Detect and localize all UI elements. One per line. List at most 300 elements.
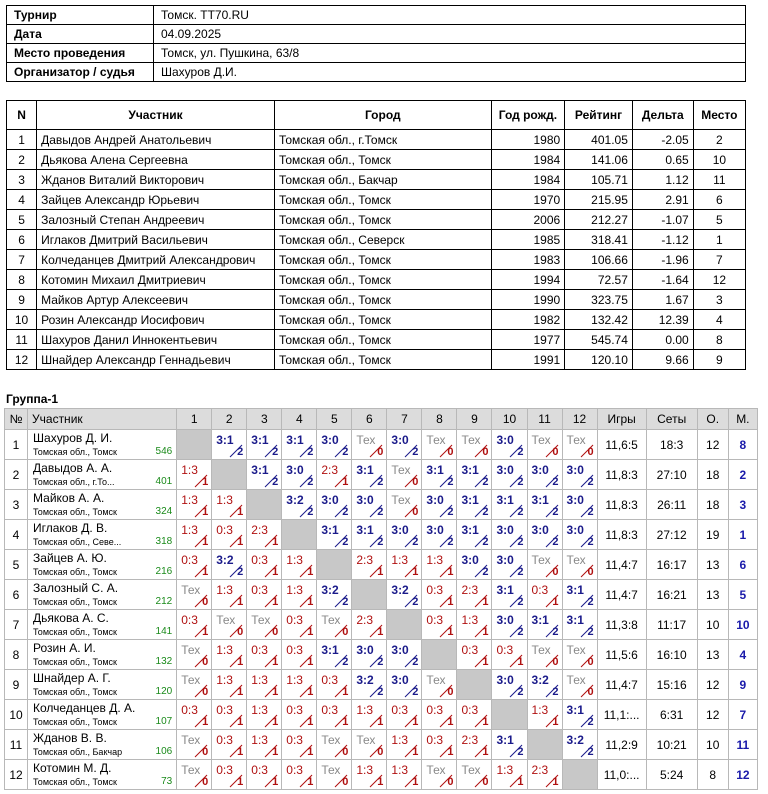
grid-player: [28, 580, 177, 610]
match-cell[interactable]: [527, 670, 562, 700]
match-cell[interactable]: [212, 670, 247, 700]
match-cell[interactable]: [492, 550, 527, 580]
grid-player: [28, 730, 177, 760]
grid-player-name: Колчеданцев Д. А.: [33, 701, 136, 715]
grid-sets: 5:24: [646, 760, 697, 790]
match-cell[interactable]: [317, 610, 352, 640]
match-points: 2: [517, 476, 524, 488]
match-score: 0:3: [391, 703, 409, 717]
grid-sets: 27:12: [646, 520, 697, 550]
match-cell[interactable]: [352, 640, 387, 670]
match-cell[interactable]: [317, 670, 352, 700]
match-points: 1: [202, 536, 209, 548]
match-cell[interactable]: [492, 490, 527, 520]
match-cell[interactable]: [177, 490, 212, 520]
match-cell[interactable]: [212, 760, 247, 790]
player-cell: Залозный Степан Андреевич: [37, 210, 275, 230]
match-points: 2: [237, 566, 244, 578]
match-points: 1: [377, 716, 384, 728]
match-score: Тех: [531, 433, 551, 447]
match-points: 2: [377, 506, 384, 518]
player-row: [7, 270, 746, 290]
match-score: Тех: [356, 433, 376, 447]
match-score: 3:1: [251, 433, 269, 447]
match-cell[interactable]: [527, 550, 562, 580]
match-points: 2: [587, 536, 594, 548]
match-cell[interactable]: [387, 640, 422, 670]
match-points: 2: [447, 476, 454, 488]
match-score: 2:3: [461, 583, 479, 597]
match-score: Тех: [321, 613, 341, 627]
match-cell[interactable]: [177, 730, 212, 760]
player-cell: 4: [7, 190, 37, 210]
match-cell[interactable]: [247, 430, 282, 460]
match-cell[interactable]: [492, 760, 527, 790]
grid-player-city: Томская обл., Томск: [33, 447, 117, 457]
match-cell[interactable]: [212, 610, 247, 640]
match-cell[interactable]: [422, 610, 457, 640]
match-cell[interactable]: [422, 700, 457, 730]
match-cell[interactable]: [247, 520, 282, 550]
grid-row: [5, 580, 758, 610]
match-cell[interactable]: [387, 700, 422, 730]
match-cell[interactable]: [527, 430, 562, 460]
match-points: 0: [587, 656, 594, 668]
grid-games: 11,0:...: [597, 760, 646, 790]
player-cell: 3: [693, 290, 745, 310]
grid-points: 12: [697, 700, 728, 730]
match-cell[interactable]: [457, 700, 492, 730]
match-points: 1: [447, 626, 454, 638]
match-score: 0:3: [251, 553, 268, 567]
match-cell[interactable]: [177, 640, 212, 670]
match-cell[interactable]: [282, 700, 317, 730]
match-cell[interactable]: [492, 460, 527, 490]
player-cell: Томская обл., Томск: [274, 350, 491, 370]
match-cell[interactable]: [212, 550, 247, 580]
match-cell[interactable]: [387, 460, 422, 490]
match-cell[interactable]: [177, 550, 212, 580]
player-cell: 0.00: [632, 330, 693, 350]
match-cell[interactable]: [492, 430, 527, 460]
match-points: 1: [342, 716, 349, 728]
player-cell: 12: [693, 270, 745, 290]
grid-player-city: Томская обл., Томск: [33, 687, 117, 697]
match-score: 2:3: [251, 523, 268, 537]
player-cell: 2: [7, 150, 37, 170]
match-cell[interactable]: [387, 580, 422, 610]
match-score: Тех: [461, 433, 481, 447]
player-cell: 1: [693, 230, 745, 250]
match-cell[interactable]: [317, 700, 352, 730]
match-cell[interactable]: [492, 520, 527, 550]
match-score: 1:3: [181, 523, 198, 537]
match-cell[interactable]: [177, 580, 212, 610]
match-cell[interactable]: [562, 730, 597, 760]
match-cell[interactable]: [492, 580, 527, 610]
player-cell: 105.71: [565, 170, 633, 190]
match-cell[interactable]: [387, 520, 422, 550]
info-value: Шахуров Д.И.: [154, 63, 746, 82]
match-cell[interactable]: [317, 760, 352, 790]
match-score: 3:0: [321, 433, 339, 447]
match-cell[interactable]: [352, 520, 387, 550]
self-match-cell: [282, 520, 317, 550]
match-cell[interactable]: [562, 700, 597, 730]
match-cell[interactable]: [527, 700, 562, 730]
match-points: 2: [482, 566, 489, 578]
match-cell[interactable]: [317, 520, 352, 550]
match-cell[interactable]: [282, 610, 317, 640]
match-score: 3:1: [321, 643, 339, 657]
match-points: 1: [377, 626, 384, 638]
match-cell[interactable]: [387, 490, 422, 520]
match-cell[interactable]: [317, 460, 352, 490]
grid-games: 11,3:8: [597, 610, 646, 640]
match-score: 3:0: [496, 673, 514, 687]
match-score: 0:3: [426, 733, 444, 747]
match-cell[interactable]: [212, 490, 247, 520]
grid-sets: 16:10: [646, 640, 697, 670]
match-cell[interactable]: [282, 670, 317, 700]
match-score: 3:0: [566, 463, 584, 477]
match-points: 1: [307, 686, 314, 698]
self-match-cell: [247, 490, 282, 520]
match-score: 3:0: [566, 493, 584, 507]
match-cell[interactable]: [492, 610, 527, 640]
self-match-cell: [492, 700, 527, 730]
match-score: 3:2: [286, 493, 304, 507]
grid-place: 10: [728, 610, 757, 640]
match-cell[interactable]: [247, 730, 282, 760]
match-cell[interactable]: [457, 550, 492, 580]
match-cell[interactable]: [212, 580, 247, 610]
match-points: 2: [272, 446, 279, 458]
match-cell[interactable]: [562, 520, 597, 550]
grid-header: Сеты: [646, 409, 697, 430]
match-score: 0:3: [251, 583, 268, 597]
match-score: 3:0: [426, 523, 444, 537]
match-points: 1: [482, 716, 489, 728]
match-cell[interactable]: [282, 460, 317, 490]
match-cell[interactable]: [317, 580, 352, 610]
match-cell[interactable]: [422, 670, 457, 700]
match-cell[interactable]: [562, 490, 597, 520]
grid-row: [5, 670, 758, 700]
player-cell: 7: [693, 250, 745, 270]
grid-player-name: Жданов В. В.: [33, 731, 107, 745]
match-cell[interactable]: [247, 760, 282, 790]
player-cell: 12.39: [632, 310, 693, 330]
grid-player-city: Томская обл., Томск: [33, 657, 117, 667]
match-cell[interactable]: [352, 610, 387, 640]
match-cell[interactable]: [317, 430, 352, 460]
match-points: 2: [517, 446, 524, 458]
match-cell[interactable]: [492, 730, 527, 760]
match-points: 2: [412, 536, 419, 548]
match-cell[interactable]: [527, 640, 562, 670]
match-cell[interactable]: [422, 580, 457, 610]
match-cell[interactable]: [457, 610, 492, 640]
match-cell[interactable]: [422, 760, 457, 790]
match-cell[interactable]: [282, 430, 317, 460]
match-points: 1: [272, 596, 279, 608]
match-cell[interactable]: [317, 730, 352, 760]
player-cell: -1.12: [632, 230, 693, 250]
player-cell: 132.42: [565, 310, 633, 330]
info-label: Организатор / судья: [7, 63, 154, 82]
match-cell[interactable]: [282, 490, 317, 520]
match-cell[interactable]: [212, 430, 247, 460]
match-cell[interactable]: [562, 460, 597, 490]
grid-place: 6: [728, 550, 757, 580]
match-score: 1:3: [531, 703, 549, 717]
players-header: Год рожд.: [491, 101, 565, 130]
match-cell[interactable]: [352, 670, 387, 700]
grid-player-city: Томская обл., Томск: [33, 567, 117, 577]
match-cell[interactable]: [492, 640, 527, 670]
match-cell[interactable]: [352, 430, 387, 460]
match-cell[interactable]: [387, 550, 422, 580]
match-cell[interactable]: [352, 460, 387, 490]
match-cell[interactable]: [422, 460, 457, 490]
match-points: 1: [307, 626, 314, 638]
match-cell[interactable]: [247, 610, 282, 640]
match-cell[interactable]: [422, 550, 457, 580]
match-cell[interactable]: [352, 490, 387, 520]
grid-sets: 18:3: [646, 430, 697, 460]
match-points: 0: [377, 446, 384, 458]
grid-player-rating: 141: [155, 626, 173, 637]
match-cell[interactable]: [352, 700, 387, 730]
grid-player-name: Розин А. И.: [33, 641, 96, 655]
player-cell: 141.06: [565, 150, 633, 170]
match-score: 3:1: [566, 703, 584, 717]
match-cell[interactable]: [247, 700, 282, 730]
player-row: [7, 210, 746, 230]
match-cell[interactable]: [177, 700, 212, 730]
match-cell[interactable]: [457, 730, 492, 760]
grid-points: 8: [697, 760, 728, 790]
player-row: [7, 330, 746, 350]
match-score: 3:0: [461, 553, 479, 567]
player-cell: Дьякова Алена Сергеевна: [37, 150, 275, 170]
match-cell[interactable]: [352, 730, 387, 760]
player-cell: 2.91: [632, 190, 693, 210]
match-score: 1:3: [286, 553, 303, 567]
match-points: 1: [237, 686, 244, 698]
match-cell[interactable]: [387, 670, 422, 700]
match-cell[interactable]: [562, 550, 597, 580]
match-score: 1:3: [286, 583, 303, 597]
match-cell[interactable]: [247, 550, 282, 580]
match-points: 0: [272, 626, 279, 638]
players-header: Участник: [37, 101, 275, 130]
match-cell[interactable]: [527, 760, 562, 790]
match-cell[interactable]: [317, 490, 352, 520]
self-match-cell: [387, 610, 422, 640]
match-cell[interactable]: [387, 760, 422, 790]
match-cell[interactable]: [282, 730, 317, 760]
match-cell[interactable]: [177, 520, 212, 550]
player-row: [7, 310, 746, 330]
match-points: 2: [342, 656, 349, 668]
match-points: 0: [412, 476, 419, 488]
match-cell[interactable]: [457, 640, 492, 670]
match-cell[interactable]: [282, 640, 317, 670]
grid-player-name: Дьякова А. С.: [33, 611, 109, 625]
match-cell[interactable]: [247, 640, 282, 670]
player-cell: 10: [7, 310, 37, 330]
match-cell[interactable]: [562, 640, 597, 670]
match-score: 0:3: [321, 703, 339, 717]
match-cell[interactable]: [527, 610, 562, 640]
match-score: 2:3: [531, 763, 549, 777]
player-cell: 1980: [491, 130, 565, 150]
grid-points: 10: [697, 610, 728, 640]
match-cell[interactable]: [282, 580, 317, 610]
match-cell[interactable]: [212, 700, 247, 730]
match-points: 0: [342, 626, 349, 638]
match-cell[interactable]: [352, 760, 387, 790]
match-score: 3:1: [531, 613, 549, 627]
grid-row-number: 7: [5, 610, 28, 640]
player-row: [7, 230, 746, 250]
match-cell[interactable]: [562, 580, 597, 610]
player-cell: Шахуров Данил Иннокентьевич: [37, 330, 275, 350]
match-points: 1: [202, 566, 209, 578]
match-cell[interactable]: [457, 430, 492, 460]
grid-player-rating: 212: [155, 596, 173, 607]
grid-header: 5: [317, 409, 352, 430]
match-points: 0: [482, 446, 489, 458]
match-points: 1: [552, 596, 559, 608]
match-points: 0: [237, 626, 244, 638]
grid-header: 6: [352, 409, 387, 430]
grid-header: 2: [212, 409, 247, 430]
match-cell[interactable]: [212, 730, 247, 760]
match-cell[interactable]: [562, 430, 597, 460]
match-score: 1:3: [356, 763, 374, 777]
match-cell[interactable]: [562, 670, 597, 700]
match-cell[interactable]: [177, 670, 212, 700]
grid-place: 12: [728, 760, 757, 790]
match-cell[interactable]: [422, 730, 457, 760]
player-cell: 323.75: [565, 290, 633, 310]
match-cell[interactable]: [457, 760, 492, 790]
match-cell[interactable]: [212, 520, 247, 550]
player-cell: 12: [7, 350, 37, 370]
match-cell[interactable]: [177, 610, 212, 640]
match-score: 1:3: [391, 733, 409, 747]
match-score: 0:3: [216, 733, 233, 747]
match-score: Тех: [181, 583, 201, 597]
players-header: N: [7, 101, 37, 130]
match-cell[interactable]: [247, 670, 282, 700]
match-points: 2: [517, 746, 524, 758]
match-cell[interactable]: [457, 580, 492, 610]
grid-games: 11,4:7: [597, 550, 646, 580]
player-cell: Томская обл., г.Томск: [274, 130, 491, 150]
match-cell[interactable]: [317, 640, 352, 670]
player-cell: 106.66: [565, 250, 633, 270]
match-points: 2: [587, 626, 594, 638]
match-score: 1:3: [216, 493, 233, 507]
match-score: Тех: [181, 733, 201, 747]
match-cell[interactable]: [282, 760, 317, 790]
match-cell[interactable]: [492, 670, 527, 700]
match-cell[interactable]: [527, 520, 562, 550]
match-cell[interactable]: [177, 760, 212, 790]
match-cell[interactable]: [177, 460, 212, 490]
player-cell: Зайцев Александр Юрьевич: [37, 190, 275, 210]
match-cell[interactable]: [527, 460, 562, 490]
grid-player-rating: 216: [155, 566, 173, 577]
match-cell[interactable]: [457, 520, 492, 550]
grid-games: 11,4:7: [597, 670, 646, 700]
match-points: 1: [412, 566, 419, 578]
match-points: 2: [517, 566, 524, 578]
grid-sets: 6:31: [646, 700, 697, 730]
match-points: 1: [552, 716, 559, 728]
match-score: 0:3: [321, 673, 339, 687]
match-score: 1:3: [286, 673, 303, 687]
match-points: 1: [272, 566, 279, 578]
player-cell: 545.74: [565, 330, 633, 350]
match-points: 1: [482, 656, 489, 668]
player-cell: Розин Александр Иосифович: [37, 310, 275, 330]
grid-header: Участник: [28, 409, 177, 430]
match-cell[interactable]: [422, 520, 457, 550]
players-header: Город: [274, 101, 491, 130]
grid-points: 12: [697, 670, 728, 700]
grid-place: 3: [728, 490, 757, 520]
match-cell[interactable]: [387, 730, 422, 760]
match-cell[interactable]: [457, 490, 492, 520]
match-points: 2: [587, 596, 594, 608]
match-cell[interactable]: [387, 430, 422, 460]
match-cell[interactable]: [352, 550, 387, 580]
match-cell[interactable]: [212, 640, 247, 670]
grid-player-city: Томская обл., Томск: [33, 507, 117, 517]
match-cell[interactable]: [562, 610, 597, 640]
match-points: 0: [342, 776, 349, 788]
match-score: Тех: [321, 733, 341, 747]
grid-row: [5, 520, 758, 550]
player-cell: Котомин Михаил Дмитриевич: [37, 270, 275, 290]
match-points: 2: [587, 716, 594, 728]
player-cell: 1977: [491, 330, 565, 350]
match-score: 3:2: [391, 583, 409, 597]
match-cell[interactable]: [527, 490, 562, 520]
match-cell[interactable]: [422, 430, 457, 460]
grid-player-name: Шнайдер А. Г.: [33, 671, 111, 685]
match-points: 0: [202, 776, 209, 788]
match-cell[interactable]: [457, 460, 492, 490]
player-cell: 6: [7, 230, 37, 250]
grid-player-name: Шахуров Д. И.: [33, 431, 113, 445]
match-score: 1:3: [391, 553, 409, 567]
player-cell: 5: [7, 210, 37, 230]
match-cell[interactable]: [282, 550, 317, 580]
match-cell[interactable]: [527, 580, 562, 610]
match-cell[interactable]: [247, 580, 282, 610]
match-score: 1:3: [251, 703, 268, 717]
match-cell[interactable]: [422, 490, 457, 520]
grid-player: [28, 460, 177, 490]
match-cell[interactable]: [247, 460, 282, 490]
grid-games: 11,8:3: [597, 520, 646, 550]
